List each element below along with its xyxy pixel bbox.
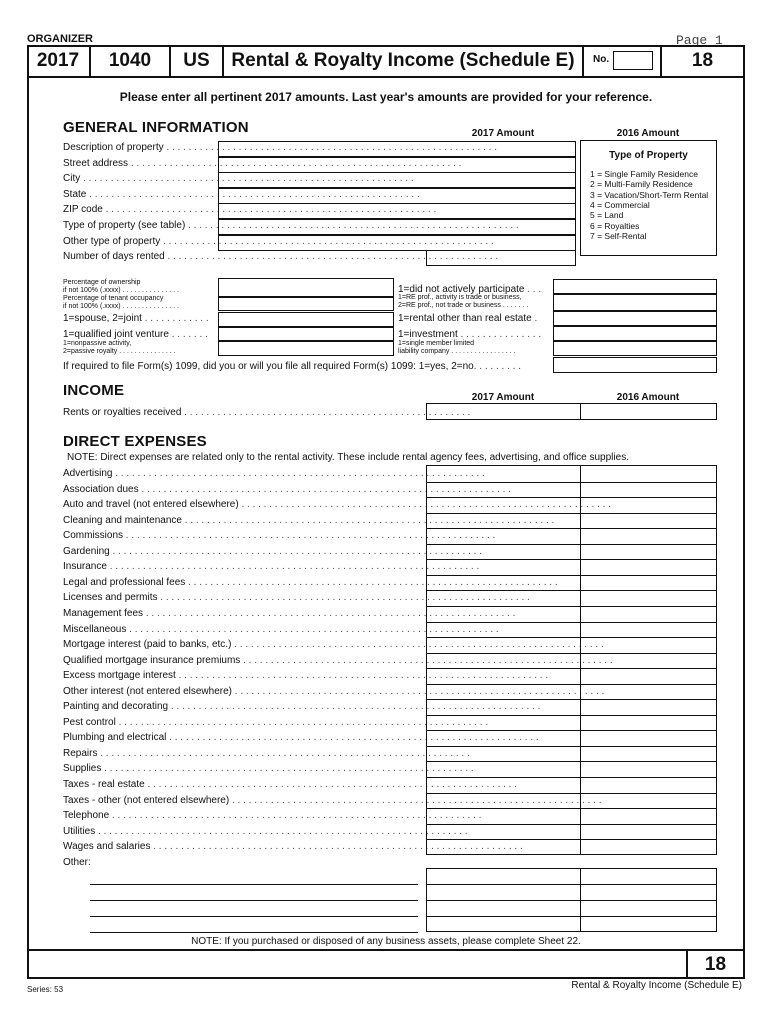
- type-table-title: Type of Property: [609, 150, 688, 161]
- other-line-2[interactable]: [90, 900, 418, 901]
- form1099-field[interactable]: [553, 357, 717, 373]
- general-field-input[interactable]: [218, 172, 576, 188]
- general-field-input[interactable]: [218, 203, 576, 219]
- expense-row-label: Gardening . . . . . . . . . . . . . . . . . . . . . . . . . . . . . . . . . . . . . . . . . . . . . . . . . . . . . . . . . . . . . . . . . . .: [63, 545, 482, 557]
- no-field[interactable]: [613, 51, 653, 70]
- expenses-amount-grid[interactable]: [426, 465, 717, 855]
- page-label: Page 1: [676, 33, 723, 48]
- expense-row-divider: [427, 653, 716, 654]
- expense-row-label: Advertising . . . . . . . . . . . . . . . . . . . . . . . . . . . . . . . . . . . . . . . . . . . . . . . . . . . . . . . . . . . . . . . . . . .: [63, 468, 485, 479]
- expense-row-label: Miscellaneous . . . . . . . . . . . . . . . . . . . . . . . . . . . . . . . . . . . . . . . . . . . . . . . . . . . . . . . . . . . . . . . . . . .: [63, 623, 499, 635]
- other-line-1[interactable]: [90, 884, 418, 885]
- pct-tenant-field[interactable]: [218, 297, 394, 311]
- passive-label: 1=nonpassive activity, 2=passive royalty . . . . . . . . . . . . . . .: [63, 340, 176, 355]
- expense-row-label: Mortgage interest (paid to banks, etc.) . . . . . . . . . . . . . . . . . . . . . . . . . . . . . . . . . . . . . . . . . . . . . . . . . . . . . . . . . . . . . . . . . . .: [63, 639, 604, 651]
- pct-ownership-field[interactable]: [218, 278, 394, 297]
- form1099-label: If required to file Form(s) 1099, did you or will you file all required Form(s) 1099: 1=yes, 2=no. . . . . . . . .: [63, 361, 521, 372]
- expense-row-label: Telephone . . . . . . . . . . . . . . . . . . . . . . . . . . . . . . . . . . . . . . . . . . . . . . . . . . . . . . . . . . . . . . . . . . .: [63, 810, 482, 822]
- income-heading: INCOME: [63, 382, 125, 399]
- form-header: [27, 45, 745, 78]
- no-label: No.: [593, 54, 610, 65]
- passive-field[interactable]: [218, 341, 394, 356]
- tax-year: 2017: [27, 45, 91, 76]
- expenses-note: NOTE: Direct expenses are related only to the rental activity. These include rental agency fees, advertising, and office supplies.: [67, 452, 629, 463]
- general-field-label: ZIP code . . . . . . . . . . . . . . . . . . . . . . . . . . . . . . . . . . . . . . . . . . . . . . . . . . . . . . . . . . . .: [63, 204, 437, 216]
- investment-label: 1=investment . . . . . . . . . . . . . . .: [398, 329, 542, 340]
- series-label: Series: 53: [27, 985, 64, 994]
- qjv-field[interactable]: [218, 327, 394, 341]
- not-active-label: 1=did not actively participate . . .: [398, 284, 542, 295]
- expense-row-label: Legal and professional fees . . . . . . . . . . . . . . . . . . . . . . . . . . . . . . . . . . . . . . . . . . . . . . . . . . . . . . . . . . . . . . . . . . .: [63, 576, 558, 588]
- expense-row-label: Cleaning and maintenance . . . . . . . . . . . . . . . . . . . . . . . . . . . . . . . . . . . . . . . . . . . . . . . . . . . . . . . . . . . . . . . . . . .: [63, 514, 555, 526]
- expenses-heading: DIRECT EXPENSES: [63, 433, 207, 450]
- rents-received-fields[interactable]: [426, 403, 717, 420]
- type-table-item: 5 = Land: [590, 210, 624, 221]
- other-line-4[interactable]: [90, 932, 418, 933]
- general-field-label: Street address . . . . . . . . . . . . . . . . . . . . . . . . . . . . . . . . . . . . . . . . . . . . . . . . . . . . . . . . . . . .: [63, 157, 462, 169]
- expense-row-label: Association dues . . . . . . . . . . . . . . . . . . . . . . . . . . . . . . . . . . . . . . . . . . . . . . . . . . . . . . . . . . . . . . . . . . .: [63, 483, 511, 495]
- expense-row-divider: [427, 715, 716, 716]
- form-title: Rental & Royalty Income (Schedule E): [224, 45, 584, 76]
- days-rented-input[interactable]: [426, 250, 576, 266]
- general-field-label: City . . . . . . . . . . . . . . . . . . . . . . . . . . . . . . . . . . . . . . . . . . . . . . . . . . . . . . . . . . . .: [63, 173, 414, 185]
- expense-row-label: Management fees . . . . . . . . . . . . . . . . . . . . . . . . . . . . . . . . . . . . . . . . . . . . . . . . . . . . . . . . . . . . . . . . . . .: [63, 607, 516, 619]
- general-info-heading: GENERAL INFORMATION: [63, 119, 249, 136]
- expense-row-label: Supplies . . . . . . . . . . . . . . . . . . . . . . . . . . . . . . . . . . . . . . . . . . . . . . . . . . . . . . . . . . . . . . . . . . .: [63, 763, 474, 775]
- expense-row-label: Other interest (not entered elsewhere) . . . . . . . . . . . . . . . . . . . . . . . . . . . . . . . . . . . . . . . . . . . . . . . . . . . . . . . . . . . . . . . . . . .: [63, 685, 605, 697]
- general-field-label: State . . . . . . . . . . . . . . . . . . . . . . . . . . . . . . . . . . . . . . . . . . . . . . . . . . . . . . . . . . . .: [63, 188, 420, 200]
- footer-title: Rental & Royalty Income (Schedule E): [571, 980, 742, 991]
- expense-row-label: Licenses and permits . . . . . . . . . . . . . . . . . . . . . . . . . . . . . . . . . . . . . . . . . . . . . . . . . . . . . . . . . . . . . . . . . . .: [63, 592, 530, 604]
- expense-row-label: Repairs . . . . . . . . . . . . . . . . . . . . . . . . . . . . . . . . . . . . . . . . . . . . . . . . . . . . . . . . . . . . . . . . . . .: [63, 747, 470, 759]
- expense-row-divider: [427, 606, 716, 607]
- form-number: 1040: [91, 45, 171, 76]
- expense-row-divider: [427, 746, 716, 747]
- assets-note: NOTE: If you purchased or disposed of any business assets, please complete Sheet 22.: [191, 936, 581, 947]
- expense-row-divider: [427, 482, 716, 483]
- expense-row-label: Wages and salaries . . . . . . . . . . . . . . . . . . . . . . . . . . . . . . . . . . . . . . . . . . . . . . . . . . . . . . . . . . . . . . . . . . .: [63, 841, 523, 853]
- expense-row-divider: [427, 513, 716, 514]
- qjv-label: 1=qualified joint venture . . . . . . .: [63, 329, 208, 340]
- general-field-label: Type of property (see table) . . . . . . . . . . . . . . . . . . . . . . . . . . . . . . . . . . . . . . . . . . . . . . . . . . . . . . . . . . . .: [63, 220, 519, 231]
- expense-row-label: Auto and travel (not entered elsewhere) . . . . . . . . . . . . . . . . . . . . . . . . . . . . . . . . . . . . . . . . . . . . . . . . . . . . . . . . . . . . . . . . . . .: [63, 499, 611, 511]
- general-field-input[interactable]: [218, 235, 576, 251]
- other-line-3[interactable]: [90, 916, 418, 917]
- type-table-item: 7 = Self-Rental: [590, 230, 647, 241]
- spouse-label: 1=spouse, 2=joint . . . . . . . . . . . .: [63, 313, 209, 324]
- expense-row-label: Utilities . . . . . . . . . . . . . . . . . . . . . . . . . . . . . . . . . . . . . . . . . . . . . . . . . . . . . . . . . . . . . . . . . . .: [63, 825, 468, 837]
- expense-row-divider: [427, 622, 716, 623]
- expense-row-divider: [427, 839, 716, 840]
- re-prof-label: 1=RE prof., activity is trade or business, 2=RE prof., not trade or business . . . . . . .: [398, 294, 529, 309]
- expense-row-label: Taxes - other (not entered elsewhere) . . . . . . . . . . . . . . . . . . . . . . . . . . . . . . . . . . . . . . . . . . . . . . . . . . . . . . . . . . . . . . . . . . .: [63, 794, 602, 806]
- general-field-input[interactable]: [218, 141, 576, 157]
- expense-row-divider: [427, 699, 716, 700]
- expense-row-divider: [427, 528, 716, 529]
- other-label: Other:: [63, 857, 91, 868]
- expense-row-label: Excess mortgage interest . . . . . . . . . . . . . . . . . . . . . . . . . . . . . . . . . . . . . . . . . . . . . . . . . . . . . . . . . . . . . . . . . . .: [63, 670, 549, 682]
- expense-row-divider: [427, 730, 716, 731]
- general-col-2016: 2016 Amount: [616, 128, 680, 139]
- expense-row-divider: [427, 777, 716, 778]
- general-field-input[interactable]: [218, 188, 576, 204]
- expense-row-label: Insurance . . . . . . . . . . . . . . . . . . . . . . . . . . . . . . . . . . . . . . . . . . . . . . . . . . . . . . . . . . . . . . . . . . .: [63, 561, 480, 573]
- expense-row-label: Plumbing and electrical . . . . . . . . . . . . . . . . . . . . . . . . . . . . . . . . . . . . . . . . . . . . . . . . . . . . . . . . . . . . . . . . . . .: [63, 732, 539, 744]
- expense-row-divider: [427, 684, 716, 685]
- type-table-item: 6 = Royalties: [590, 220, 640, 231]
- other-amount-grid[interactable]: [426, 868, 717, 932]
- expense-row-divider: [427, 637, 716, 638]
- investment-field[interactable]: [553, 326, 717, 341]
- general-field-label: Description of property . . . . . . . . . . . . . . . . . . . . . . . . . . . . . . . . . . . . . . . . . . . . . . . . . . . . . . . . . . . .: [63, 142, 498, 153]
- general-field-input[interactable]: [218, 157, 576, 173]
- not-active-field[interactable]: [553, 279, 717, 294]
- expense-row-divider: [427, 590, 716, 591]
- income-col-2016: 2016 Amount: [616, 392, 680, 403]
- expense-row-label: Taxes - real estate . . . . . . . . . . . . . . . . . . . . . . . . . . . . . . . . . . . . . . . . . . . . . . . . . . . . . . . . . . . . . . . . . . .: [63, 779, 518, 790]
- rental-other-field[interactable]: [553, 311, 717, 326]
- jurisdiction: US: [171, 45, 224, 76]
- expense-row-label: Pest control . . . . . . . . . . . . . . . . . . . . . . . . . . . . . . . . . . . . . . . . . . . . . . . . . . . . . . . . . . . . . . . . . . .: [63, 716, 489, 728]
- rental-other-label: 1=rental other than real estate .: [398, 313, 538, 324]
- expense-row-divider: [427, 761, 716, 762]
- pct-ownership-label: Percentage of ownership if not 100% (.xxxx) . . . . . . . . . . . . . . . Percentage of tenant occupancy if not 100% (.xxxx) . . . . . . . . . . . . . . .: [63, 279, 179, 310]
- general-col-2017: 2017 Amount: [471, 128, 535, 139]
- expense-row-label: Commissions . . . . . . . . . . . . . . . . . . . . . . . . . . . . . . . . . . . . . . . . . . . . . . . . . . . . . . . . . . . . . . . . . . .: [63, 530, 496, 542]
- footer-sheet-number: 18: [686, 951, 743, 979]
- general-field-input[interactable]: [218, 219, 576, 235]
- rents-received-label: Rents or royalties received . . . . . . . . . . . . . . . . . . . . . . . . . . . . . . . . . . . . . . . . . . . . . . . . . . . .: [63, 407, 471, 418]
- bottom-row: [27, 949, 745, 979]
- general-field-label: Other type of property . . . . . . . . . . . . . . . . . . . . . . . . . . . . . . . . . . . . . . . . . . . . . . . . . . . . . . . . . . . .: [63, 235, 494, 247]
- type-table-item: 2 = Multi-Family Residence: [590, 179, 693, 190]
- expense-row-divider: [427, 793, 716, 794]
- type-of-property-table: [580, 140, 717, 256]
- smllc-label: 1=single member limited liability company . . . . . . . . . . . . . . . . .: [398, 340, 516, 355]
- expense-row-divider: [427, 824, 716, 825]
- smllc-field[interactable]: [553, 341, 717, 356]
- organizer-label: ORGANIZER: [27, 33, 93, 45]
- intro-text: Please enter all pertinent 2017 amounts. Last year's amounts are provided for your reference.: [119, 90, 653, 104]
- general-field-label: Number of days rented . . . . . . . . . . . . . . . . . . . . . . . . . . . . . . . . . . . . . . . . . . . . . . . . . . . . . . . . . . . .: [63, 251, 499, 263]
- expense-row-divider: [427, 575, 716, 576]
- spouse-field[interactable]: [218, 312, 394, 327]
- income-col-2017: 2017 Amount: [471, 392, 535, 403]
- expense-row-label: Painting and decorating . . . . . . . . . . . . . . . . . . . . . . . . . . . . . . . . . . . . . . . . . . . . . . . . . . . . . . . . . . . . . . . . . . .: [63, 701, 541, 713]
- sheet-number: 18: [660, 45, 743, 76]
- expense-row-divider: [427, 559, 716, 560]
- expense-row-label: Qualified mortgage insurance premiums . . . . . . . . . . . . . . . . . . . . . . . . . . . . . . . . . . . . . . . . . . . . . . . . . . . . . . . . . . . . . . . . . . .: [63, 654, 613, 666]
- expense-row-divider: [427, 497, 716, 498]
- type-table-item: 3 = Vacation/Short-Term Rental: [590, 189, 709, 200]
- type-table-item: 1 = Single Family Residence: [590, 169, 698, 179]
- type-table-item: 4 = Commercial: [590, 199, 650, 210]
- re-prof-field[interactable]: [553, 294, 717, 311]
- expense-row-divider: [427, 544, 716, 545]
- expense-row-divider: [427, 808, 716, 809]
- expense-row-divider: [427, 668, 716, 669]
